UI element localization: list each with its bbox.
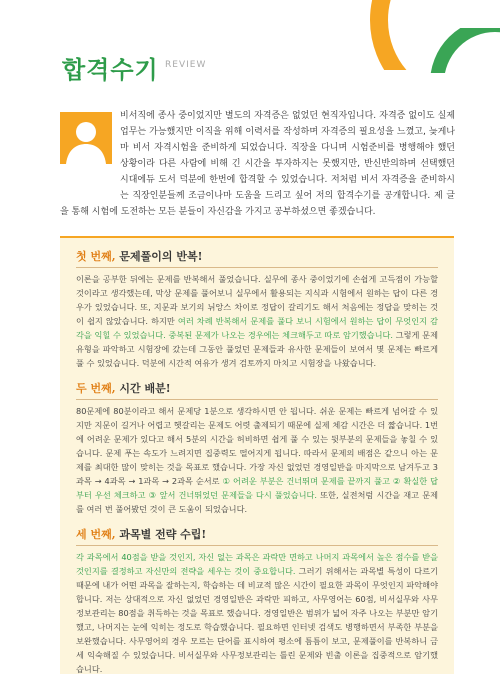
- page-title: 합격수기: [62, 56, 159, 84]
- section-heading: [76, 526, 438, 542]
- section-number: 세 번째,: [76, 528, 116, 541]
- section-title: 시간 배분!: [115, 382, 171, 395]
- section-title: 과목별 전략 수립!: [115, 528, 207, 541]
- decorative-green-arc: [420, 28, 500, 73]
- section-title: 문제풀이의 반복!: [115, 250, 203, 263]
- section-heading: [76, 380, 438, 396]
- divider: [76, 267, 438, 268]
- highlight-text: ① 어려운 부분은 건너뛰며 문제를 끝까지 풀고 ② 확실한 답부터 우선 체크하고 ③ 앞서 건너뛰었던 문제들을 다시 풀었습니다.: [76, 476, 438, 500]
- section-heading: [76, 248, 438, 264]
- page-subtitle: REVIEW: [165, 60, 207, 70]
- highlight-text: 각 과목에서 40점을 받을 것인지, 자신 없는 과목은 과락만 면하고 나머지 과목에서 높은 점수를 받을 것인지를 결정하고 자신만의 전략을 세우는 것이 중요합니다.: [76, 552, 438, 576]
- section-1: [76, 248, 438, 370]
- divider: [76, 399, 438, 400]
- intro-paragraph: [60, 108, 455, 220]
- tips-panel: [60, 236, 454, 674]
- panel-top-border: [60, 236, 454, 238]
- section-2: [76, 380, 438, 516]
- highlight-text: 여러 차례 반복해서 문제를 풀다 보니 시험에서 원하는 답이 무엇인지 감각을 익힐 수 있었습니다. 중복된 문제가 나오는 경우에는 체크해두고 따로 암기했습니다.: [76, 316, 438, 340]
- intro-text: 비서직에 종사 중이었지만 별도의 자격증은 없었던 현직자입니다. 자격증 없이도 실제 업무는 가능했지만 이직을 위해 이력서를 작성하며 자격증의 필요성을 느꼈고, 늦게나마 비서 자격시험을 준비하게 되었습니다. 직장을 다니며 시험준비를 병행해야 했던 상황이라 다른 사람에 비해 긴 시간을 투자하지는 못했지만, 반신반의하며 선택했던 시대에듀 도서 덕분에 한번에 합격할 수 있었습니다. 저처럼 비서 자격증을 준비하시는 직장인분들께 조금이나마 도움을 드리고 싶어 저의 합격수기를 공개합니다. 제 글을 통해 시험에 도전하는 모든 분들이 자신감을 가지고 공부하셨으면 좋겠습니다.: [60, 111, 455, 217]
- section-3: [76, 526, 438, 676]
- section-body: 각 과목에서 40점을 받을 것인지, 자신 없는 과목은 과락만 면하고 나머지 과목에서 높은 점수를 받을 것인지를 결정하고 자신만의 전략을 세우는 것이 중요합니다. 그러기 위해서는 과목별 특성이 다르기 때문에 내가 어떤 과목을 잘하는지, 학습하는 데 비교적 많은 시간이 필요한 과목이 무엇인지 파악해야 합니다. 저는 상대적으로 자신 없었던 경영일반은 과락만 피하고, 사무영어는 60점, 비서실무와 사무정보관리는 80점을 취득하는 것을 목표로 했습니다. 경영일반은 범위가 넓어 자주 나오는 부분만 암기했고, 나머지는 눈에 익히는 정도로 학습했습니다. 필요하면 인터넷 검색도 병행하면서 부족한 부분을 보완했습니다. 사무영어의 경우 모르는 단어를 표시하여 평소에 틈틈이 보고, 문제풀이를 반복하니 금세 익숙해질 수 있었습니다. 비서실무와 사무정보관리는 틀린 문제와 빈출 이론을 집중적으로 암기했습니다.: [76, 552, 438, 674]
- section-body: 이론을 공부한 뒤에는 문제를 반복해서 풀었습니다. 실무에 종사 중이었기에 손쉽게 고득점이 가능할 것이라고 생각했는데, 막상 문제를 풀어보니 실무에서 활용되는 지식과 시험에서 원하는 답이 다른 경우가 있었습니다. 또, 지문과 보기의 뉘앙스 차이로 정답이 갈리기도 해서 처음에는 정답을 맞히는 것이 쉽지 않았습니다. 하지만 여러 차례 반복해서 문제를 풀다 보니 시험에서 원하는 답이 무엇인지 감각을 익힐 수 있었습니다. 중복된 문제가 나오는 경우에는 체크해두고 따로 암기했습니다. 그렇게 문제유형을 파악하고 시험장에 갔는데 그동안 풀었던 문제들과 유사한 문제들이 보여서 몇 문제는 빠르게 풀 수 있었습니다. 덕분에 시간적 여유가 생겨 검토까지 마치고 시험장을 나왔습니다.: [76, 274, 438, 368]
- section-number: 첫 번째,: [76, 250, 116, 263]
- section-body: 80문제에 80분이라고 해서 문제당 1분으로 생각하시면 안 됩니다. 쉬운 문제는 빠르게 넘어갈 수 있지만 지문이 길거나 어렵고 헷갈리는 문제도 어렷 출제되기 때문에 실제 체감 시간은 더 짧습니다. 1번에 어려운 문제가 있다고 해서 5분의 시간을 허비하면 쉽게 풀 수 있는 뒷부분의 문제들을 놓칠 수 있습니다. 문제 푸는 속도가 느려지면 집중력도 떨어지게 됩니다. 따라서 문제의 배점은 같으니 아는 문제를 최대한 많이 맞히는 것을 목표로 했습니다. 가장 자신 없었던 경영일반을 마지막으로 남겨두고 3과목 → 4과목 → 1과목 → 2과목 순서로 ① 어려운 부분은 건너뛰며 문제를 끝까지 풀고 ② 확실한 답부터 우선 체크하고 ③ 앞서 건너뛰었던 문제들을 다시 풀었습니다. 또한, 실전처럼 시간을 재고 문제를 여러 번 풀어봤던 것이 큰 도움이 되었습니다.: [76, 406, 439, 514]
- divider: [76, 545, 438, 546]
- section-number: 두 번째,: [76, 382, 116, 395]
